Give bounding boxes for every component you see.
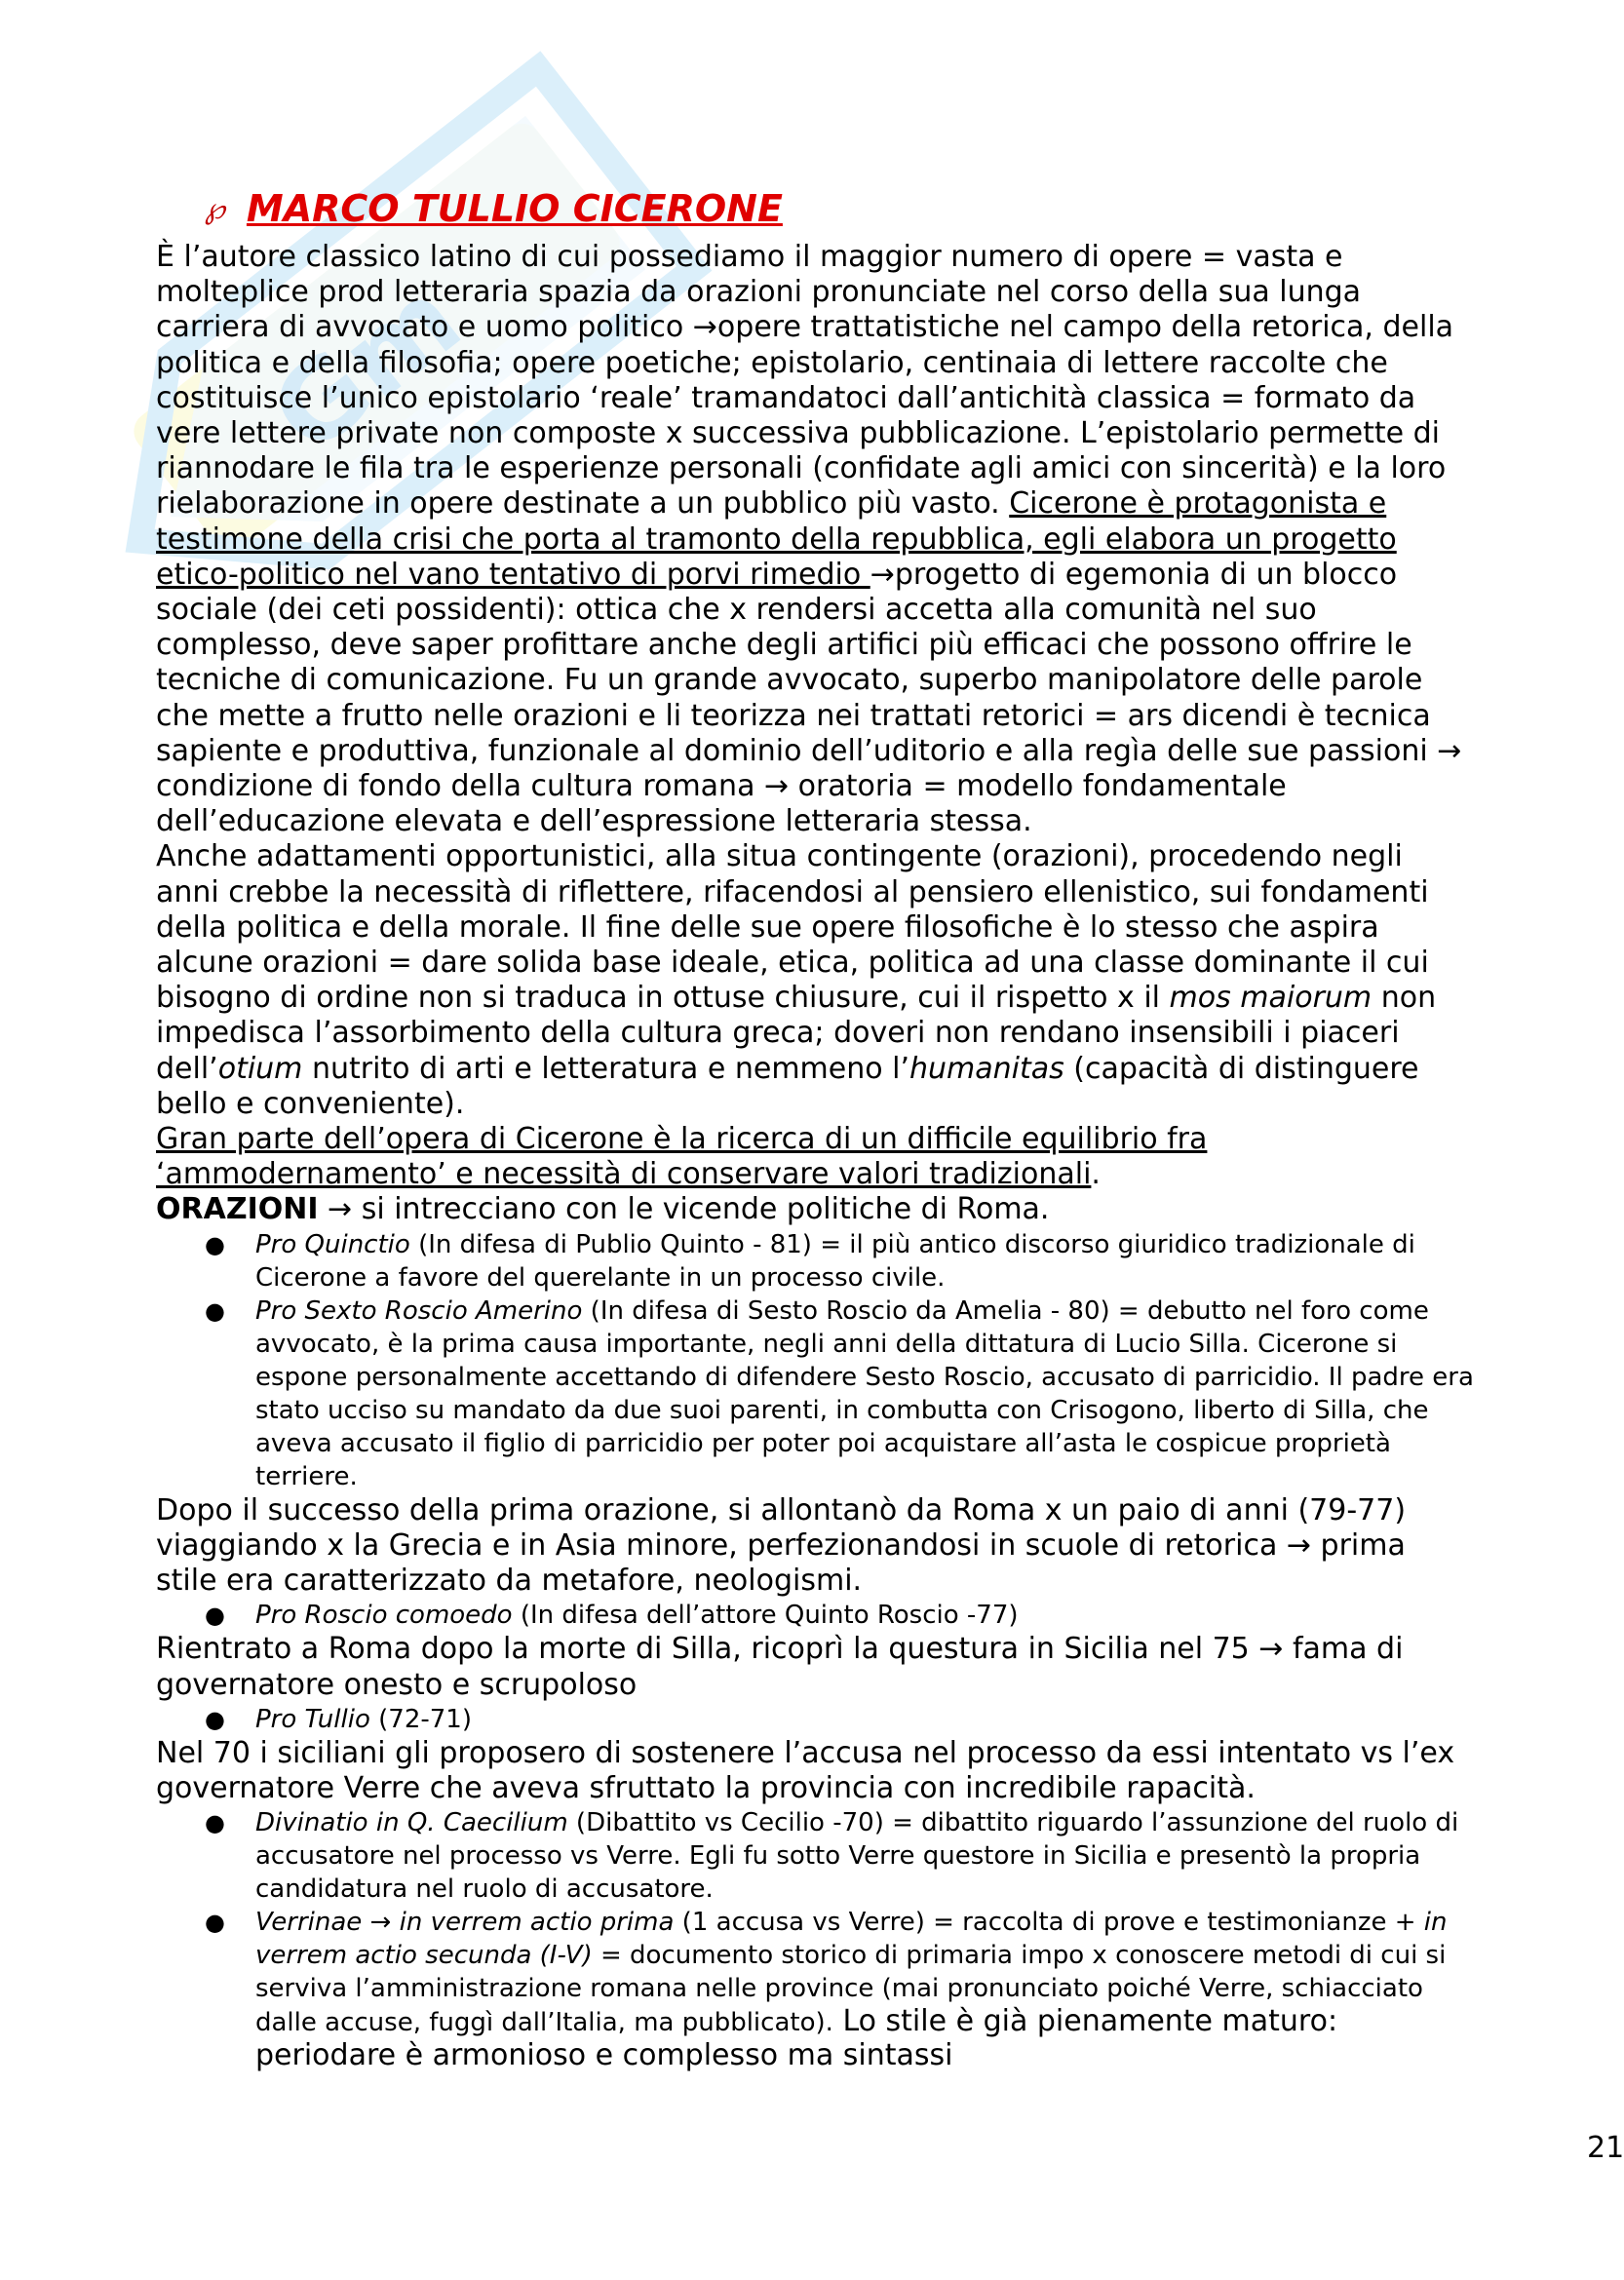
equilibrium-paragraph: Gran parte dell’opera di Cicerone è la ricerca di un difficile equilibrio fra ‘ammodernamento’ e necessità di conservare valori tradizionali. [156,1122,1208,1192]
svg-text:Gm: Gm [249,255,483,478]
document-body [156,240,1474,2073]
weierstrass-bullet-icon: ℘ [205,191,225,226]
list-item: ● Pro Roscio comoedo (In difesa dell’attore Quinto Roscio -77) [205,1601,1019,1631]
bullet-icon: ● [205,1296,225,1325]
bullet-icon: ● [205,1602,225,1630]
orazioni-heading: ORAZIONI → si intrecciano con le vicende politiche di Roma. [156,1192,1050,1227]
list-item: ● Pro Sexto Roscio Amerino (In difesa di Sesto Roscio da Amelia - 80) = debutto nel foro come avvocato, è la prima causa importante, negli anni della dittatura di Lucio Silla. Cicerone si espone personalmente accettando di difendere Sesto Roscio, accusato di parricidio. Il padre era stato ucciso su mandato da due suoi parenti, in combutta con Crisogono, liberto di Silla, che aveva accusato il figlio di parricidio per poter poi acquistare all’asta le cospicue proprietà terriere. [205,1295,1474,1491]
underlined-text: Cicerone è protagonista e testimone della crisi che porta al tramonto della repubblica, egli elabora un progetto etico-politico nel vano tentativo di porvi rimedio [156,486,1397,592]
list-item: ● Pro Tullio (72-71) [205,1704,472,1734]
section-title: MARCO TULLIO CICERONE [246,187,783,230]
bullet-icon: ● [205,1809,225,1837]
orazioni-list-1 [156,1228,1474,1493]
bullet-icon: ● [205,1909,225,1937]
philosophy-paragraph: Anche adattamenti opportunistici, alla situa contingente (orazioni), procedendo negli anni crebbe la necessità di riflettere, rifacendosi al pensiero ellenistico, sui fondamenti della politica e della morale. Il fine delle sue opere filosofiche è lo stesso che aspira alcune orazioni = dare solida base ideale, etica, politica ad una classe dominante il cui bisogno di ordine non si traduca in ottuse chiusure, cui il rispetto x il mos maiorum non impedisca l’assorbimento della cultura greca; doveri non rendano insensibili i piaceri dell’otium nutrito di arti e letteratura e nemmeno l’humanitas (capacità di distinguere bello e conveniente). [156,839,1437,1121]
underlined-text: Gran parte dell’opera di Cicerone è la ricerca di un difficile equilibrio fra ‘ammodernamento’ e necessità di conservare valori tradizionali [156,1122,1208,1192]
orazioni-list-3 [156,1703,1474,1736]
questura-paragraph: Rientrato a Roma dopo la morte di Silla, ricoprì la questura in Sicilia nel 75 → fama di governatore onesto e scrupoloso [156,1632,1404,1702]
bullet-icon: ● [205,1705,225,1733]
verre-paragraph: Nel 70 i siciliani gli proposero di sostenere l’accusa nel processo da essi intentato vs l’ex governatore Verre che aveva sfruttato la provincia con incredibile rapacità. [156,1735,1455,1805]
orazioni-list-2 [156,1599,1474,1632]
travel-paragraph: Dopo il successo della prima orazione, si allontanò da Roma x un paio di anni (79-77) viaggiando x la Grecia e in Asia minore, perfezionandosi in scuole di retorica → prima stile era caratterizzato da metafore, neologismi. [156,1492,1407,1599]
list-item: ● Verrinae → in verrem actio prima (1 accusa vs Verre) = raccolta di prove e testimonianze + in verrem actio secunda (I-V) = documento storico di primaria impo x conoscere metodi di cui si serviva l’amministrazione romana nelle province (mai pronunciato poiché Verre, schiacciato dalle accuse, fuggì dall’Italia, ma pubblicato). Lo stile è già pienamente maturo: periodare è armonioso e complesso ma sintassi [205,1908,1448,2073]
page-number: 21 [1587,2131,1624,2165]
section-heading [205,187,783,230]
orazioni-list-4 [156,1806,1474,2073]
bullet-icon: ● [205,1230,225,1258]
list-item: ● Divinatio in Q. Caecilium (Dibattito vs Cecilio -70) = dibattito riguardo l’assunzione del ruolo di accusatore nel processo vs Verre. Egli fu sotto Verre questore in Sicilia e presentò la propria candidatura nel ruolo di accusatore. [205,1808,1459,1905]
list-item: ● Pro Quinctio (In difesa di Publio Quinto - 81) = il più antico discorso giuridico tradizionale di Cicerone a favore del querelante in un processo civile. [205,1229,1415,1293]
intro-paragraph: È l’autore classico latino di cui possediamo il maggior numero di opere = vasta e molteplice prod letteraria spazia da orazioni pronunciate nel corso della sua lunga carriera di avvocato e uomo politico →opere trattatistiche nel campo della retorica, della politica e della filosofia; opere poetiche; epistolario, centinaia di lettere raccolte che costituisce l’unico epistolario ‘reale’ tramandatoci dall’antichità classica = formato da vere lettere private non composte x successiva pubblicazione. L’epistolario permette di riannodare le fila tra le esperienze personali (confidate agli amici con sincerità) e la loro rielaborazione in opere destinate a un pubblico più vasto. Cicerone è protagonista e testimone della crisi che porta al tramonto della repubblica, egli elabora un progetto etico-politico nel vano tentativo di porvi rimedio →progetto di egemonia di un blocco sociale (dei ceti possidenti): ottica che x rendersi accetta alla comunità nel suo complesso, deve saper profittare anche degli artifici più efficaci che possono offrire le tecniche di comunicazione. Fu un grande avvocato, superbo manipolatore delle parole che mette a frutto nelle orazioni e li teorizza nei trattati retorici = ars dicendi è tecnica sapiente e produttiva, funzionale al dominio dell’uditorio e alla regìa delle sue passioni → condizione di fondo della cultura romana → oratoria = modello fondamentale dell’educazione elevata e dell’espressione letteraria stessa. [156,240,1462,839]
